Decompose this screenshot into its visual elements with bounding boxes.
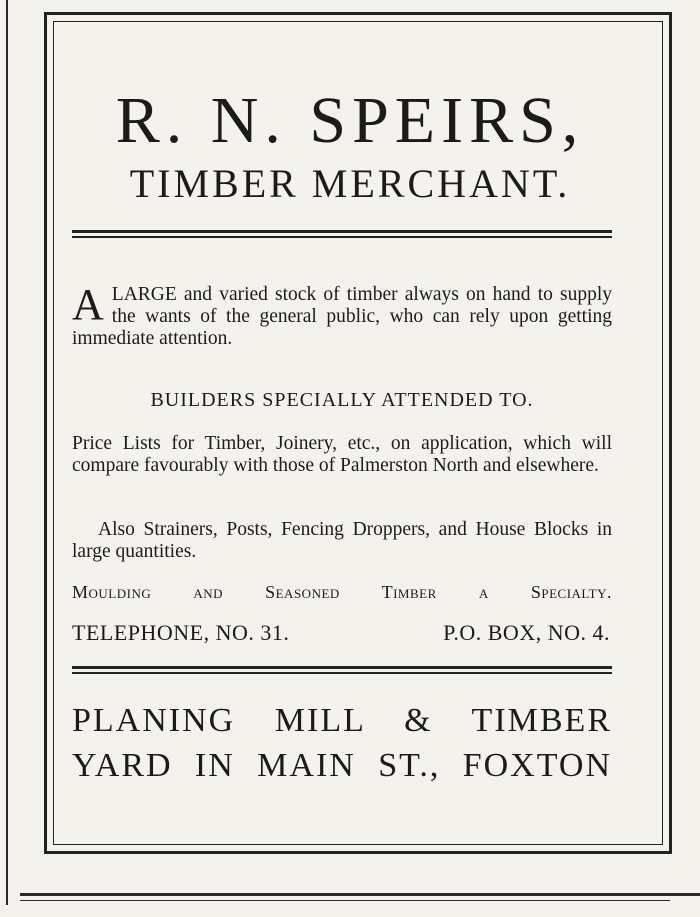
footer-line-2: YARD IN MAIN ST., FOXTON <box>72 747 612 784</box>
drop-cap: A <box>72 280 104 329</box>
products-paragraph: Also Strainers, Posts, Fencing Droppers, and House Blocks in large quantities. <box>72 519 612 562</box>
contact-line <box>72 620 612 646</box>
telephone-number: TELEPHONE, NO. 31. <box>72 620 290 645</box>
price-lists-paragraph: Price Lists for Timber, Joinery, etc., on application, which will compare favourably with those of Palmerston North and elsewhere. <box>72 433 612 476</box>
rule-under-heading <box>72 230 612 238</box>
rule-above-footer <box>72 666 612 674</box>
footer-line-1: PLANING MILL & TIMBER <box>72 702 612 739</box>
intro-text: LARGE and varied stock of timber always on hand to supply the wants of the general public, who can rely upon getting immediate attention. <box>72 284 612 349</box>
specialty-line: Moulding and Seasoned Timber a Specialty. <box>72 582 612 602</box>
advertiser-name: R. N. SPEIRS, <box>115 84 585 157</box>
page-bottom-rule <box>20 893 700 896</box>
po-box: P.O. BOX, NO. 4. <box>443 620 610 645</box>
page-bottom-rule-thin <box>20 900 670 901</box>
advertiser-trade: TIMBER MERCHANT. <box>129 161 571 206</box>
builders-line: BUILDERS SPECIALLY ATTENDED TO. <box>150 389 534 411</box>
intro-paragraph <box>72 280 612 350</box>
